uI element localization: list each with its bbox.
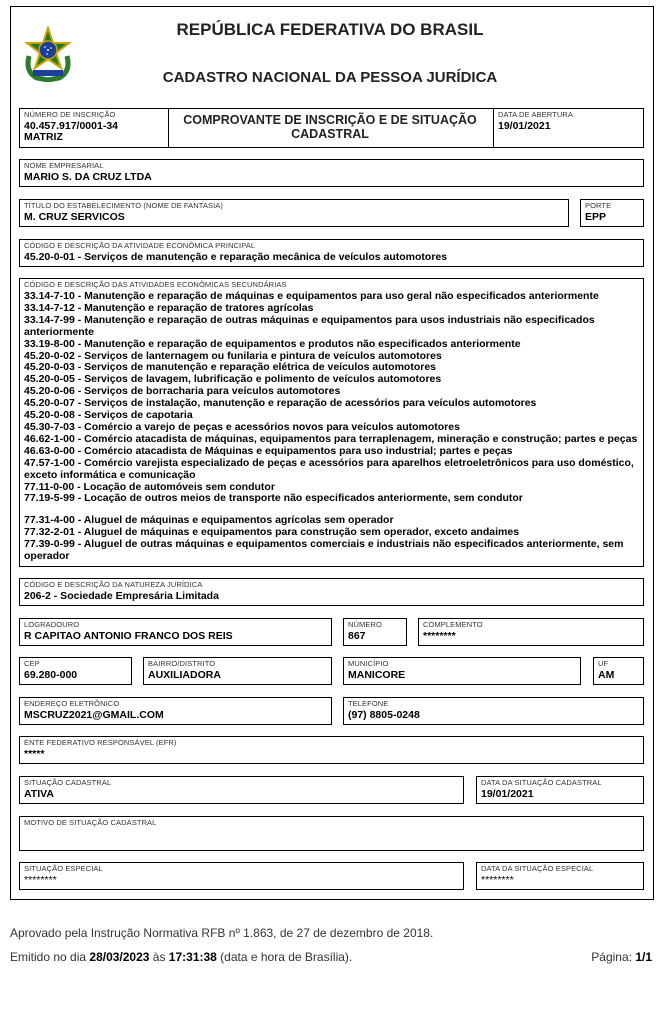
- data-especial-field: [476, 862, 644, 890]
- natureza-label: CÓDIGO E DESCRIÇÃO DA NATUREZA JURÍDICA: [24, 580, 203, 589]
- uf-label: UF: [598, 659, 609, 668]
- telefone-field: [343, 697, 644, 725]
- municipio-field: [343, 657, 581, 685]
- secondary-activity-item: 77.11-0-00 - Locação de automóveis sem condutor: [24, 480, 275, 493]
- bairro-field: [143, 657, 332, 685]
- atividade-principal-label: CÓDIGO E DESCRIÇÃO DA ATIVIDADE ECONÔMICA PRINCIPAL: [24, 241, 256, 250]
- efr-field: [19, 736, 644, 764]
- data-situacao-field: [476, 776, 644, 804]
- secondary-activity-item: 45.20-0-05 - Serviços de lavagem, lubrificação e polimento de veículos automotores: [24, 373, 442, 386]
- secondary-activity-item: 46.63-0-00 - Comércio atacadista de Máquinas e equipamentos para uso industrial; partes e peças: [24, 444, 513, 457]
- secondary-activity-item: 45.20-0-07 - Serviços de instalação, manutenção e reparação de acessórios para veículos automotores: [24, 397, 537, 410]
- numero-label: NÚMERO: [348, 620, 382, 629]
- logradouro-label: LOGRADOURO: [24, 620, 80, 629]
- complemento-label: COMPLEMENTO: [423, 620, 483, 629]
- municipio-label: MUNICÍPIO: [348, 659, 389, 668]
- porte-label: PORTE: [585, 201, 612, 210]
- emission-mid: às: [149, 950, 169, 964]
- atividades-secundarias-field: [19, 278, 644, 567]
- fantasia-label: TÍTULO DO ESTABELECIMENTO (NOME DE FANTASIA): [24, 201, 224, 210]
- secondary-activities-list-continued: [24, 515, 639, 563]
- situacao-especial-label: SITUAÇÃO ESPECIAL: [24, 864, 103, 873]
- page-number: [591, 950, 652, 964]
- inscricao-label: NÚMERO DE INSCRIÇÃO: [24, 110, 116, 119]
- emission-note: [10, 950, 352, 964]
- emission-time: 17:31:38: [168, 950, 217, 964]
- motivo-label: MOTIVO DE SITUAÇÃO CADASTRAL: [24, 818, 157, 827]
- natureza-value: 206-2 - Sociedade Empresária Limitada: [24, 590, 219, 602]
- atividade-principal-field: [19, 239, 644, 267]
- cep-label: CEP: [24, 659, 40, 668]
- bairro-value: AUXILIADORA: [148, 669, 221, 681]
- secondary-activity-item: 45.20-0-06 - Serviços de borracharia para veículos automotores: [24, 385, 341, 398]
- cep-field: [19, 657, 132, 685]
- porte-value: EPP: [585, 211, 607, 223]
- inscricao-type: MATRIZ: [24, 131, 63, 143]
- data-situacao-value: 19/01/2021: [481, 788, 534, 800]
- comprovante-title-line2: CADASTRAL: [291, 127, 369, 141]
- emission-prefix: Emitido no dia: [10, 950, 90, 964]
- situacao-label: SITUAÇÃO CADASTRAL: [24, 778, 112, 787]
- uf-field: [593, 657, 644, 685]
- situacao-cadastral-field: [19, 776, 464, 804]
- fantasia-field: [19, 199, 569, 227]
- numero-value: 867: [348, 630, 366, 642]
- secondary-activity-item: 77.31-4-00 - Aluguel de máquinas e equipamentos agrícolas sem operador: [24, 514, 394, 526]
- nome-empresarial-field: [19, 159, 644, 187]
- page-prefix: Página:: [591, 950, 636, 964]
- logradouro-field: [19, 618, 332, 646]
- efr-label: ENTE FEDERATIVO RESPONSÁVEL (EFR): [24, 738, 177, 747]
- comprovante-title-box: [168, 108, 494, 148]
- data-especial-value: ********: [481, 874, 514, 886]
- situacao-especial-value: ********: [24, 874, 57, 886]
- logradouro-value: R CAPITAO ANTONIO FRANCO DOS REIS: [24, 630, 233, 642]
- emission-suffix: (data e hora de Brasília).: [216, 950, 353, 964]
- secondary-activity-item: 45.20-0-03 - Serviços de manutenção e reparação elétrica de veículos automotores: [24, 361, 437, 374]
- email-value: MSCRUZ2021@GMAIL.COM: [24, 709, 164, 721]
- comprovante-title-line1: COMPROVANTE DE INSCRIÇÃO E DE SITUAÇÃO: [183, 113, 477, 127]
- cnpj-title: CADASTRO NACIONAL DA PESSOA JURÍDICA: [162, 69, 498, 86]
- complemento-field: [418, 618, 644, 646]
- fantasia-value: M. CRUZ SERVICOS: [24, 211, 125, 223]
- telefone-label: TELEFONE: [348, 699, 389, 708]
- inscricao-field: [19, 108, 169, 148]
- motivo-field: [19, 816, 644, 851]
- approval-note: Aprovado pela Instrução Normativa RFB nº 1.863, de 27 de dezembro de 2018.: [10, 926, 434, 940]
- secondary-activity-item: 45.20-0-02 - Serviços de lanternagem ou funilaria e pintura de veículos automotores: [24, 349, 442, 362]
- secondary-activity-item: 77.39-0-99 - Aluguel de outras máquinas e equipamentos comerciais e industriais não especificados anteriormente, sem operador: [24, 537, 624, 562]
- porte-field: [580, 199, 644, 227]
- secondary-activity-item: 33.14-7-99 - Manutenção e reparação de outras máquinas e equipamentos para usos industriais não especificados anteriormente: [24, 313, 595, 338]
- secondary-activity-item: 47.57-1-00 - Comércio varejista especializado de peças e acessórios para aparelhos eletroeletrônicos para uso doméstico, exceto informática e comunicação: [24, 456, 634, 481]
- secondary-activity-item: 33.14-7-12 - Manutenção e reparação de tratores agrícolas: [24, 301, 314, 314]
- email-field: [19, 697, 332, 725]
- secondary-activity-item: 33.14-7-10 - Manutenção e reparação de máquinas e equipamentos para uso geral não especificados anteriormente: [24, 290, 599, 302]
- telefone-value: (97) 8805-0248: [348, 709, 420, 721]
- secondary-activities-list: [24, 291, 639, 505]
- situacao-especial-field: [19, 862, 464, 890]
- atividades-secundarias-label: CÓDIGO E DESCRIÇÃO DAS ATIVIDADES ECONÔMICAS SECUNDÁRIAS: [24, 280, 287, 289]
- abertura-field: [493, 108, 644, 148]
- efr-value: *****: [24, 748, 45, 760]
- uf-value: AM: [598, 669, 615, 681]
- abertura-label: DATA DE ABERTURA: [498, 110, 573, 119]
- secondary-activity-item: 77.19-5-99 - Locação de outros meios de transporte não especificados anteriormente, sem condutor: [24, 492, 523, 505]
- data-situacao-label: DATA DA SITUAÇÃO CADASTRAL: [481, 778, 602, 787]
- republic-title: REPÚBLICA FEDERATIVA DO BRASIL: [176, 20, 484, 39]
- abertura-value: 19/01/2021: [498, 120, 551, 132]
- natureza-juridica-field: [19, 578, 644, 606]
- nome-empresarial-label: NOME EMPRESARIAL: [24, 161, 104, 170]
- inscricao-number: 40.457.917/0001-34: [24, 120, 119, 132]
- secondary-activity-item: 45.20-0-08 - Serviços de capotaria: [24, 409, 193, 422]
- atividade-principal-value: 45.20-0-01 - Serviços de manutenção e reparação mecânica de veículos automotores: [24, 251, 448, 263]
- secondary-activity-item: 46.62-1-00 - Comércio atacadista de máquinas, equipamentos para terraplenagem, mineração e construção; partes e peças: [24, 432, 638, 445]
- nome-empresarial-value: MARIO S. DA CRUZ LTDA: [24, 171, 152, 183]
- bairro-label: BAIRRO/DISTRITO: [148, 659, 216, 668]
- secondary-activity-item: 77.32-2-01 - Aluguel de máquinas e equipamentos para construção sem operador, exceto andaimes: [24, 525, 520, 538]
- emission-date: 28/03/2023: [89, 950, 150, 964]
- coat-of-arms-icon: [23, 26, 73, 82]
- numero-field: [343, 618, 407, 646]
- municipio-value: MANICORE: [348, 669, 406, 681]
- cep-value: 69.280-000: [24, 669, 78, 681]
- situacao-value: ATIVA: [24, 788, 54, 800]
- data-especial-label: DATA DA SITUAÇÃO ESPECIAL: [481, 864, 594, 873]
- secondary-activity-item: 33.19-8-00 - Manutenção e reparação de equipamentos e produtos não especificados anteriormente: [24, 337, 521, 350]
- page-value: 1/1: [635, 950, 652, 964]
- secondary-activity-item: 45.30-7-03 - Comércio a varejo de peças e acessórios novos para veículos automotores: [24, 420, 460, 433]
- email-label: ENDEREÇO ELETRÔNICO: [24, 699, 120, 708]
- complemento-value: ********: [423, 630, 456, 642]
